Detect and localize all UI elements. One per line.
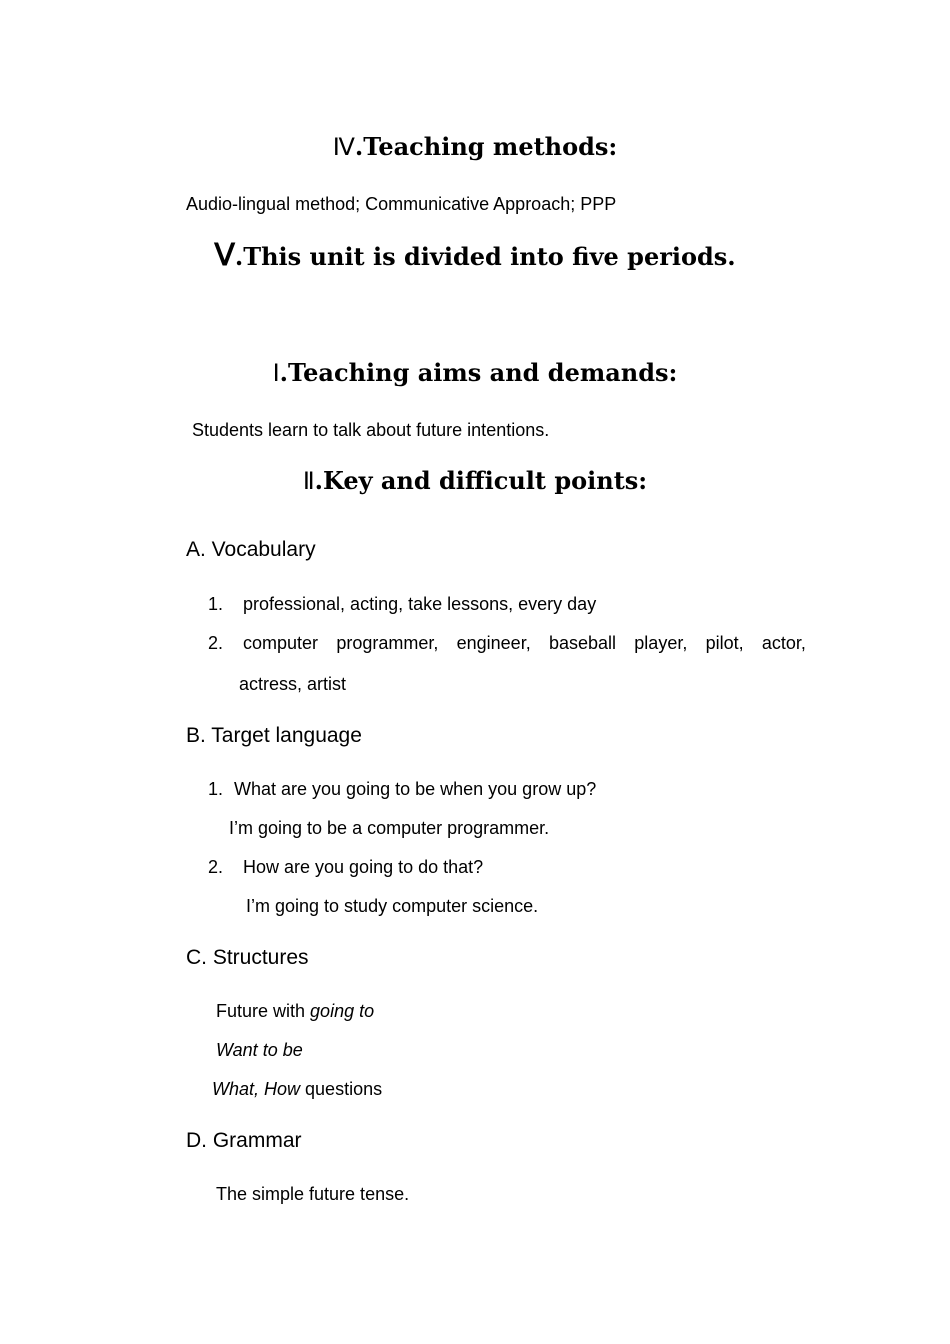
target-language-heading: B. Target language <box>186 724 362 747</box>
teaching-methods-text: Audio-lingual method; Communicative Approach; PPP <box>186 194 617 214</box>
heading-key-points <box>0 466 950 496</box>
roman-numeral: Ⅱ <box>302 469 315 495</box>
teaching-aims-text: Students learn to talk about future intentions. <box>192 420 550 440</box>
vocab-item-2-continuation: actress, artist <box>239 674 347 694</box>
roman-numeral: Ⅰ <box>272 361 280 387</box>
vocab-item-2-number: 2. <box>208 633 224 653</box>
vocab-word: player, <box>634 633 688 653</box>
target-item-2-question: How are you going to do that? <box>243 857 484 877</box>
heading-teaching-aims <box>0 358 950 388</box>
target-item-1-answer: I’m going to be a computer programmer. <box>229 818 550 838</box>
heading-text: .This unit is divided into five periods. <box>234 242 736 271</box>
structure-line-1 <box>216 1001 374 1022</box>
vocab-item-1-text: professional, acting, take lessons, every day <box>243 594 597 614</box>
target-item-2-number: 2. <box>208 857 224 877</box>
structure-line-2 <box>216 1040 303 1061</box>
structure-italic-text: Want to be <box>216 1040 303 1060</box>
vocab-word: baseball <box>548 633 617 653</box>
vocab-word: pilot, <box>705 633 744 653</box>
vocabulary-heading: A. Vocabulary <box>186 538 316 561</box>
vocab-item-2-line <box>243 633 806 654</box>
vocab-word: programmer, <box>336 633 439 653</box>
structures-heading: C. Structures <box>186 946 309 969</box>
heading-text: .Teaching methods: <box>354 132 618 161</box>
vocab-word: actor, <box>761 633 806 653</box>
target-item-2-answer: I’m going to study computer science. <box>246 896 539 916</box>
structure-plain-text: questions <box>300 1079 383 1099</box>
heading-periods <box>0 238 950 273</box>
heading-text: .Teaching aims and demands: <box>279 358 678 387</box>
grammar-heading: D. Grammar <box>186 1129 302 1152</box>
roman-numeral: Ⅴ <box>214 239 235 272</box>
structure-italic-text: going to <box>310 1001 375 1021</box>
structure-plain-text: Future with <box>216 1001 311 1021</box>
heading-teaching-methods <box>0 132 950 162</box>
structure-line-3 <box>212 1079 382 1100</box>
roman-numeral: Ⅳ <box>332 135 355 161</box>
vocab-word: computer <box>243 633 319 653</box>
grammar-text: The simple future tense. <box>216 1184 410 1204</box>
target-item-1-question: What are you going to be when you grow up? <box>234 779 597 799</box>
target-item-1-number: 1. <box>208 779 224 799</box>
heading-text: .Key and difficult points: <box>314 466 648 495</box>
vocab-item-1-number: 1. <box>208 594 224 614</box>
vocab-word: engineer, <box>456 633 531 653</box>
structure-italic-text: What, How <box>212 1079 301 1099</box>
